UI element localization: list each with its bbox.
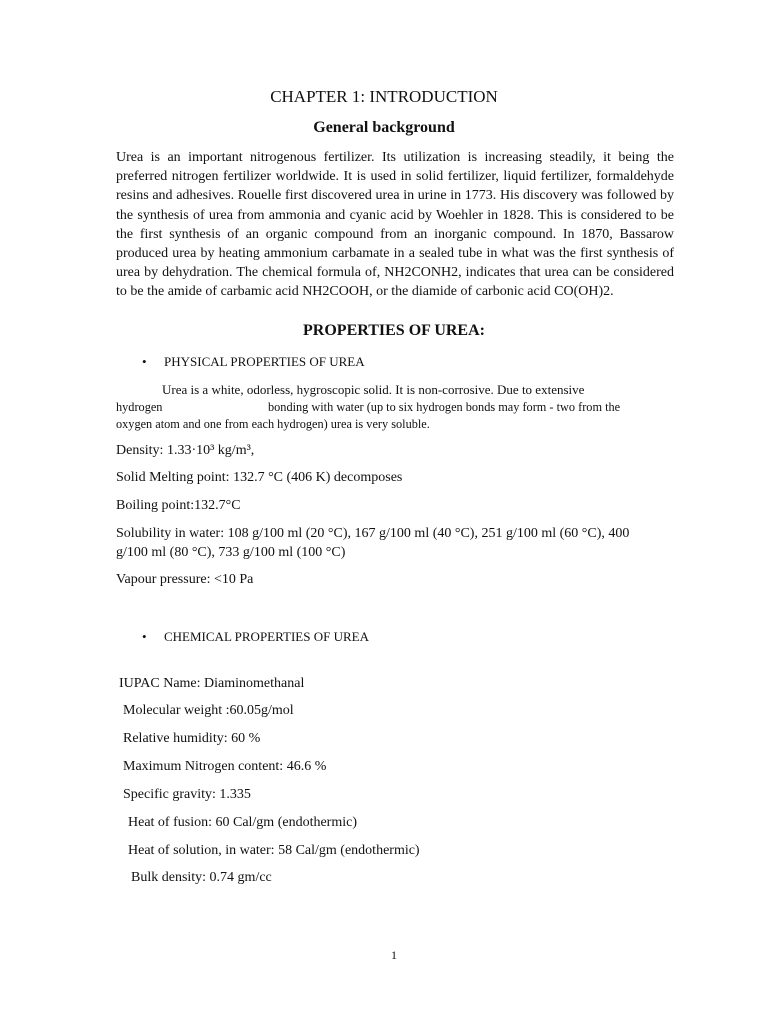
- chapter-title: CHAPTER 1: INTRODUCTION: [270, 87, 498, 106]
- bullet-icon: •: [142, 354, 147, 369]
- physical-desc-line2a: hydrogen: [116, 400, 163, 414]
- physical-desc-line2b: bonding with water (up to six hydrogen bonds may form - two from the: [268, 400, 621, 414]
- specific-gravity: Specific gravity: 1.335: [123, 787, 251, 802]
- bulk-density: Bulk density: 0.74 gm/cc: [131, 870, 272, 885]
- properties-heading: PROPERTIES OF UREA:: [303, 322, 485, 339]
- bullet-icon: •: [142, 629, 147, 644]
- boiling-point-value: Boiling point:132.7°C: [116, 498, 241, 513]
- nitrogen-content: Maximum Nitrogen content: 46.6 %: [123, 759, 327, 774]
- solubility-line1: Solubility in water: 108 g/100 ml (20 °C), 167 g/100 ml (40 °C), 251 g/100 ml (60 °C), 400: [116, 526, 630, 541]
- physical-desc-line3: oxygen atom and one from each hydrogen) urea is very soluble.: [116, 417, 430, 431]
- heat-of-fusion: Heat of fusion: 60 Cal/gm (endothermic): [128, 815, 357, 830]
- vapour-pressure-value: Vapour pressure: <10 Pa: [116, 572, 254, 587]
- heat-of-solution: Heat of solution, in water: 58 Cal/gm (endothermic): [128, 843, 420, 858]
- molecular-weight: Molecular weight :60.05g/mol: [123, 703, 294, 718]
- page-number: 1: [391, 948, 397, 962]
- physical-properties-heading: PHYSICAL PROPERTIES OF UREA: [164, 354, 365, 369]
- melting-point-value: Solid Melting point: 132.7 °C (406 K) decomposes: [116, 470, 403, 485]
- iupac-name: IUPAC Name: Diaminomethanal: [119, 676, 305, 691]
- relative-humidity: Relative humidity: 60 %: [123, 731, 261, 746]
- intro-paragraph: Urea is an important nitrogenous fertilizer. Its utilization is increasing steadily, it being the preferred nitrogen fertilizer worldwide. It is used in solid fertilizer, liquid fertilizer, formaldehyde resins and adhesives. Rouelle first discovered urea in urine in 1773. His discovery was followed by the synthesis of urea from ammonia and cyanic acid by Woehler in 1828. This is considered to be the first synthesis of an organic compound from an inorganic compound. In 1870, Bassarow produced urea by heating ammonium carbamate in a sealed tube in what was the first synthesis of urea by dehydration. The chemical formula of, NH2CONH2, indicates that urea can be considered to be the amide of carbamic acid NH2COOH, or the diamide of carbonic acid CO(OH)2.: [116, 150, 674, 300]
- chemical-properties-heading: CHEMICAL PROPERTIES OF UREA: [164, 629, 369, 644]
- physical-desc-line1: Urea is a white, odorless, hygroscopic solid. It is non-corrosive. Due to extensive: [162, 382, 585, 397]
- solubility-line2: g/100 ml (80 °C), 733 g/100 ml (100 °C): [116, 545, 346, 560]
- density-value: Density: 1.33·10³ kg/m³,: [116, 443, 255, 458]
- section-title: General background: [313, 119, 455, 136]
